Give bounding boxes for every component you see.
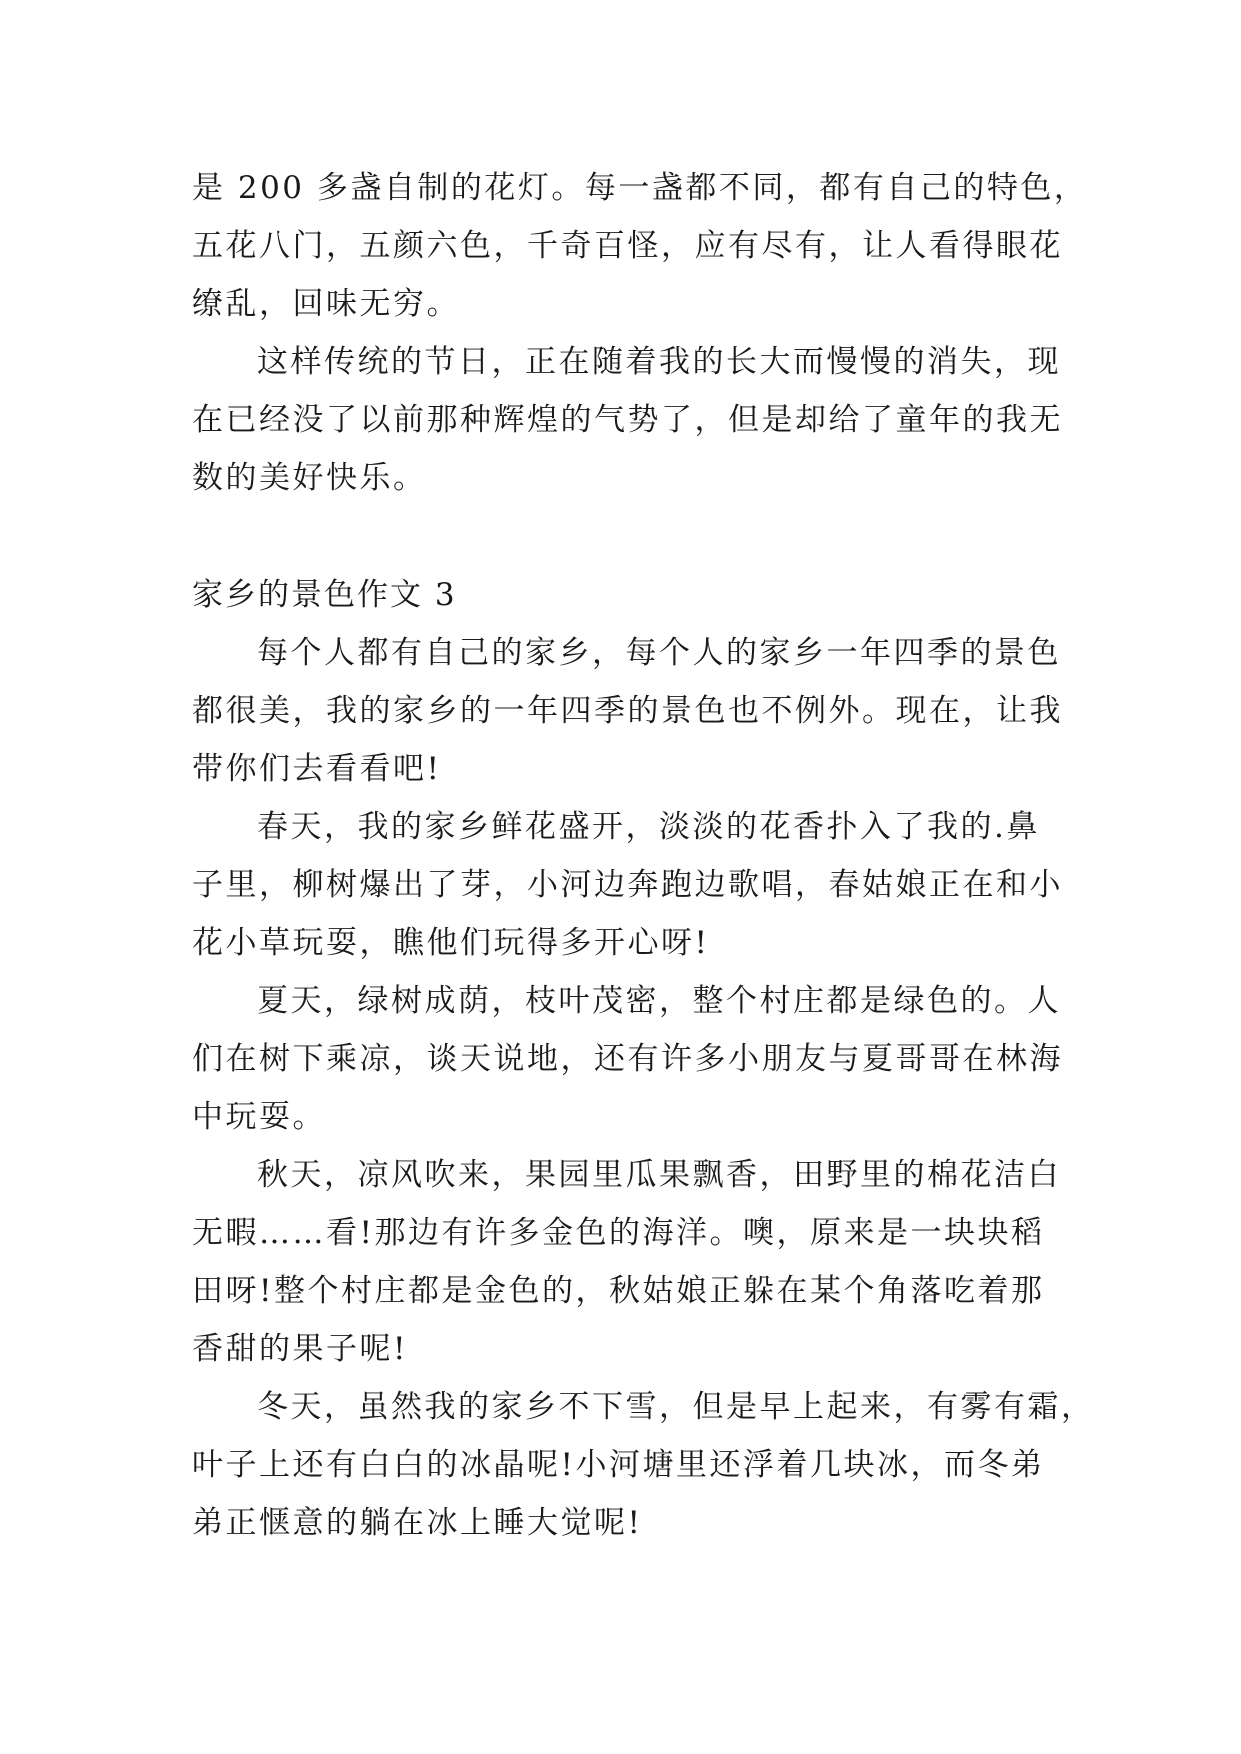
section-title: 家乡的景色作文 3 bbox=[192, 577, 457, 613]
paragraph-6-line-3: 田呀!整个村庄都是金色的，秋姑娘正躲在某个角落吃着那 bbox=[192, 1273, 1045, 1309]
paragraph-1-line-3: 缭乱，回味无穷。 bbox=[192, 286, 460, 322]
paragraph-6-line-2: 无暇……看!那边有许多金色的海洋。噢，原来是一块块稻 bbox=[192, 1215, 1045, 1251]
paragraph-3-line-3: 带你们去看看吧! bbox=[192, 751, 442, 787]
paragraph-4-line-3: 花小草玩耍，瞧他们玩得多开心呀! bbox=[192, 925, 710, 961]
paragraph-5-line-3: 中玩耍。 bbox=[192, 1099, 326, 1135]
paragraph-2-line-3: 数的美好快乐。 bbox=[192, 460, 427, 496]
paragraph-3-line-2: 都很美，我的家乡的一年四季的景色也不例外。现在，让我 bbox=[192, 693, 1063, 729]
paragraph-6-line-1: 秋天，凉风吹来，果园里瓜果飘香，田野里的棉花洁白 bbox=[257, 1157, 1061, 1193]
paragraph-4-line-1: 春天，我的家乡鲜花盛开，淡淡的花香扑入了我的.鼻 bbox=[257, 809, 1040, 845]
paragraph-5-line-2: 们在树下乘凉，谈天说地，还有许多小朋友与夏哥哥在林海 bbox=[192, 1041, 1063, 1077]
paragraph-2-line-2: 在已经没了以前那种辉煌的气势了，但是却给了童年的我无 bbox=[192, 402, 1063, 438]
paragraph-7-line-3: 弟正惬意的躺在冰上睡大觉呢! bbox=[192, 1505, 643, 1541]
paragraph-6-line-4: 香甜的果子呢! bbox=[192, 1331, 408, 1367]
paragraph-1-line-2: 五花八门，五颜六色，千奇百怪，应有尽有，让人看得眼花 bbox=[192, 228, 1063, 264]
paragraph-5-line-1: 夏天，绿树成荫，枝叶茂密，整个村庄都是绿色的。人 bbox=[257, 983, 1061, 1019]
paragraph-7-line-1: 冬天，虽然我的家乡不下雪，但是早上起来，有雾有霜， bbox=[257, 1389, 1095, 1425]
paragraph-3-line-1: 每个人都有自己的家乡，每个人的家乡一年四季的景色 bbox=[257, 635, 1061, 671]
paragraph-7-line-2: 叶子上还有白白的冰晶呢!小河塘里还浮着几块冰，而冬弟 bbox=[192, 1447, 1045, 1483]
paragraph-4-line-2: 子里，柳树爆出了芽，小河边奔跑边歌唱，春姑娘正在和小 bbox=[192, 867, 1063, 903]
paragraph-1-line-1: 是 200 多盏自制的花灯。每一盏都不同，都有自己的特色， bbox=[192, 170, 1088, 206]
paragraph-2-line-1: 这样传统的节日，正在随着我的长大而慢慢的消失，现 bbox=[257, 344, 1061, 380]
